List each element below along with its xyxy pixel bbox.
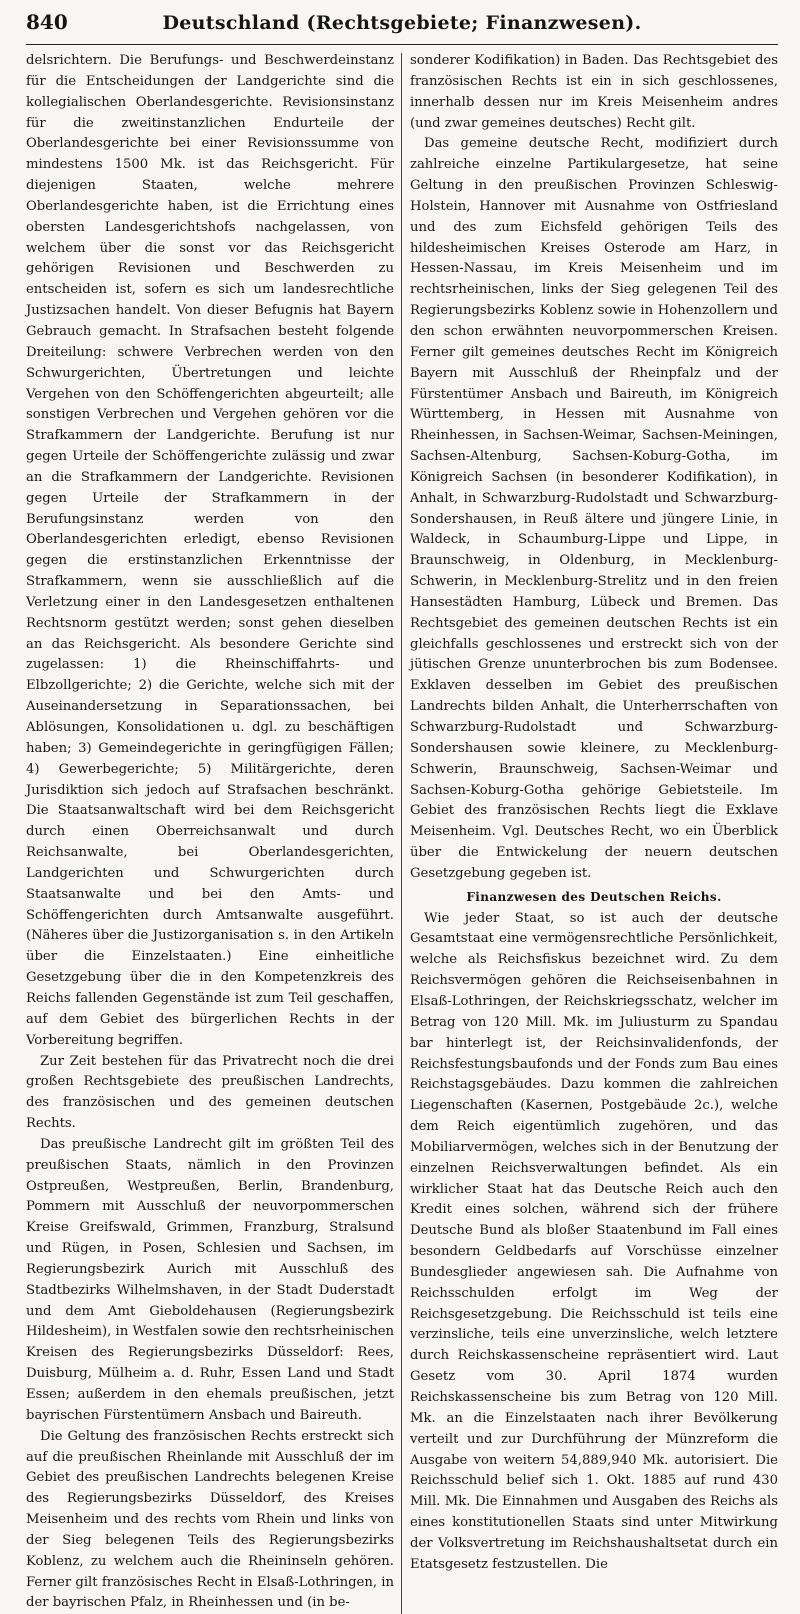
paragraph: Das preußische Landrecht gilt im größten Teil des preußischen Staats, nämlich in den Provinzen Ostpreußen, Westpreußen, Berlin, Brandenburg, Pommern mit Ausschluß der neuvorpommerschen Kreise Greifswald, Grimmen, Franzburg, Stralsund und Rügen, in Posen, Schlesien und Sachsen, im Regierungsbezirk Aurich mit Ausschluß des Stadtbezirks Wilhelmshaven, in der Stadt Duderstadt und dem Amt Gieboldehausen (Regierungsbezirk Hildesheim), in Westfalen sowie den rechtsrheinischen Kreisen des Regierungsbezirks Düsseldorf: Rees, Duisburg, Mülheim a. d. Ruhr, Essen Land und Stadt Essen; außerdem in den ehemals preußischen, jetzt bayrischen Fürstentümern Ansbach und Baireuth. [26,1136,394,1423]
paragraph: Wie jeder Staat, so ist auch der deutsche Gesamtstaat eine vermögensrechtliche Persönlichkeit, welche als Reichsfiskus bezeichnet wird. Zu dem Reichsvermögen gehören die Reichseisenbahnen in Elsaß-Lothringen, der Reichskriegsschatz, welcher im Betrag von 120 Mill. Mk. im Juliusturm zu Spandau bar hinterlegt ist, der Reichsinvalidenfonds, der Reichsfestungsbaufonds und der Fonds zum Bau eines Reichstagsgebäudes. Dazu kommen die zahlreichen Liegenschaften (Kasernen, Postgebäude 2c.), welche dem Reich eigentümlich zugehören, und das Mobiliarvermögen, welches sich in der Benutzung der einzelnen Reichsverwaltungen befindet. Als ein wirklicher Staat hat das Deutsche Reich auch den Kredit eines solchen, während sich der frühere Deutsche Bund als bloßer Staatenbund im Fall eines besondern Geldbedarfs auf Vorschüsse einzelner Bundesglieder angewiesen sah. Die Aufnahme von Reichsschulden erfolgt im Weg der Reichsgesetzgebung. Die Reichsschuld ist teils eine verzinsliche, teils eine unverzinsliche, welch letztere durch Reichskassenscheine repräsentiert wird. Laut Gesetz vom 30. April 1874 wurden Reichskassenscheine bis zum Betrag von 120 Mill. Mk. an die Einzelstaaten nach ihrer Bevölkerung verteilt und zur Durchführung der Münzreform die Ausgabe von weitern 54,889,940 Mk. autorisiert. Die Reichsschuld belief sich 1. Okt. 1885 auf rund 430 Mill. Mk. Die Einnahmen und Ausgaben des Reichs als eines konstitutionellen Staats sind unter Mitwirkung der Volksvertretung im Reichshaushaltsetat durch ein Etatsgesetz festzustellen. Die [410,910,778,1572]
paragraph: sonderer Kodifikation) in Baden. Das Rechtsgebiet des französischen Rechts ist ein in sich geschlossenes, innerhalb dessen nur im Kreis Meisenheim andres (und zwar gemeines deutsches) Recht gilt. [410,53,778,131]
paragraph: Die Geltung des französischen Rechts erstreckt sich auf die preußischen Rheinlande mit Ausschluß der im Gebiet des preußischen Landrechts belegenen Kreise des Regierungsbezirks Düsseldorf, des Kreises Meisenheim und des rechts vom Rhein und links von der Sieg belegenen Teils des Regierungsbezirks Koblenz, zu welchem auch die Rheininseln gehören. Ferner gilt französisches Recht in Elsaß-Lothringen, in der bayrischen Pfalz, in Rheinhessen und (in be- [26,1428,394,1611]
left-column [26,51,394,1614]
column-divider [394,51,410,1614]
page-header [26,10,778,45]
right-column [410,51,778,1614]
paragraph: delsrichtern. Die Berufungs- und Beschwerdeinstanz für die Entscheidungen der Landgerichte sind die kollegialischen Oberlandesgerichte. Revisionsinstanz für die zweitinstanzlichen Endurteile der Oberlandesgerichte bei einer Revisionssumme von mindestens 1500 Mk. ist das Reichsgericht. Für diejenigen Staaten, welche mehrere Oberlandesgerichte haben, ist die Errichtung eines obersten Landesgerichtshofs nachgelassen, von welchem über die sonst vor das Reichsgericht gehörigen Revisionen und Beschwerden zu entscheiden ist, sofern es sich um landesrechtliche Justizsachen handelt. Von dieser Befugnis hat Bayern Gebrauch gemacht. In Strafsachen besteht folgende Dreiteilung: schwere Verbrechen werden von den Schwurgerichten, Übertretungen und leichte Vergehen von den Schöffengerichten abgeurteilt; alle sonstigen Verbrechen und Vergehen gehören vor die Strafkammern der Landgerichte. Berufung ist nur gegen Urteile der Schöffengerichte zulässig und zwar an die Strafkammern der Landgerichte. Revisionen gegen Urteile der Strafkammern in der Berufungsinstanz werden von den Oberlandesgerichten erledigt, ebenso Revisionen gegen die erstinstanzlichen Erkenntnisse der Strafkammern, wenn sie ausschließlich auf die Verletzung einer in den Landesgesetzen enthaltenen Rechtsnorm gestützt werden; sonst gehen dieselben an das Reichsgericht. Als besondere Gerichte sind zugelassen: 1) die Rheinschiffahrts- und Elbzollgerichte; 2) die Gerichte, welche sich mit der Auseinandersetzung in Separationssachen, bei Ablösungen, Konsolidationen u. dgl. zu beschäftigen haben; 3) Gemeindegerichte in geringfügigen Fällen; 4) Gewerbegerichte; 5) Militärgerichte, deren Jurisdiktion sich jedoch auf Strafsachen beschränkt. Die Staatsanwaltschaft wird bei dem Reichsgericht durch einen Oberreichsanwalt und durch Reichsanwalte, bei Oberlandesgerichten, Landgerichten und Schwurgerichten durch Staatsanwalte und bei den Amts- und Schöffengerichten durch Amtsanwalte ausgeführt. (Näheres über die Justizorganisation s. in den Artikeln über die Einzelstaaten.) Eine einheitliche Gesetzgebung über die in den Kompetenzkreis des Reichs fallenden Gegenstände ist zum Teil geschaffen, auf dem Gebiet des bürgerlichen Rechts in der Vorbereitung begriffen. [26,53,394,1048]
page-number: 840 [26,10,68,34]
text-columns [26,51,778,1614]
running-title: Deutschland (Rechtsgebiete; Finanzwesen). [162,12,642,34]
section-heading: Finanzwesen des Deutschen Reichs. [466,889,722,904]
paragraph: Zur Zeit bestehen für das Privatrecht noch die drei großen Rechtsgebiete des preußischen Landrechts, des französischen und des gemeinen deutschen Rechts. [26,1053,394,1132]
paragraph: Das gemeine deutsche Recht, modifiziert durch zahlreiche einzelne Partikulargesetze, hat seine Geltung in den preußischen Provinzen Schleswig-Holstein, Hannover mit Ausnahme von Ostfriesland und des zum Eichsfeld gehörigen Teils des hildesheimischen Kreises Osterode am Harz, in Hessen-Nassau, im Kreis Meisenheim und im rechtsrheinischen, links der Sieg gelegenen Teil des Regierungsbezirks Koblenz sowie in Hohenzollern und den schon erwähnten neuvorpommerschen Kreisen. Ferner gilt gemeines deutsches Recht im Königreich Bayern mit Ausschluß der Rheinpfalz und der Fürstentümer Ansbach und Baireuth, im Königreich Württemberg, in Hessen mit Ausnahme von Rheinhessen, in Sachsen-Weimar, Sachsen-Meiningen, Sachsen-Altenburg, Sachsen-Koburg-Gotha, im Königreich Sachsen (in besonderer Kodifikation), in Anhalt, in Schwarzburg-Rudolstadt und Schwarzburg-Sondershausen, in Reuß ältere und jüngere Linie, in Waldeck, in Schaumburg-Lippe und Lippe, in Braunschweig, in Oldenburg, in Mecklenburg-Schwerin, in Mecklenburg-Strelitz und in den freien Hansestädten Hamburg, Lübeck und Bremen. Das Rechtsgebiet des gemeinen deutschen Rechts ist ein gleichfalls geschlossenes und erstreckt sich von der jütischen Grenze ununterbrochen bis zum Bodensee. Exklaven desselben im Gebiet des preußischen Landrechts bilden Anhalt, die Unterherrschaften von Schwarzburg-Rudolstadt und Schwarzburg-Sondershausen sowie kleinere, zu Mecklenburg-Schwerin, Braunschweig, Sachsen-Weimar und Sachsen-Koburg-Gotha gehörige Gebietsteile. Im Gebiet des französischen Rechts liegt die Exklave Meisenheim. Vgl. Deutsches Recht, wo ein Überblick über die Entwickelung der neuern deutschen Gesetzgebung gegeben ist. [410,136,778,881]
